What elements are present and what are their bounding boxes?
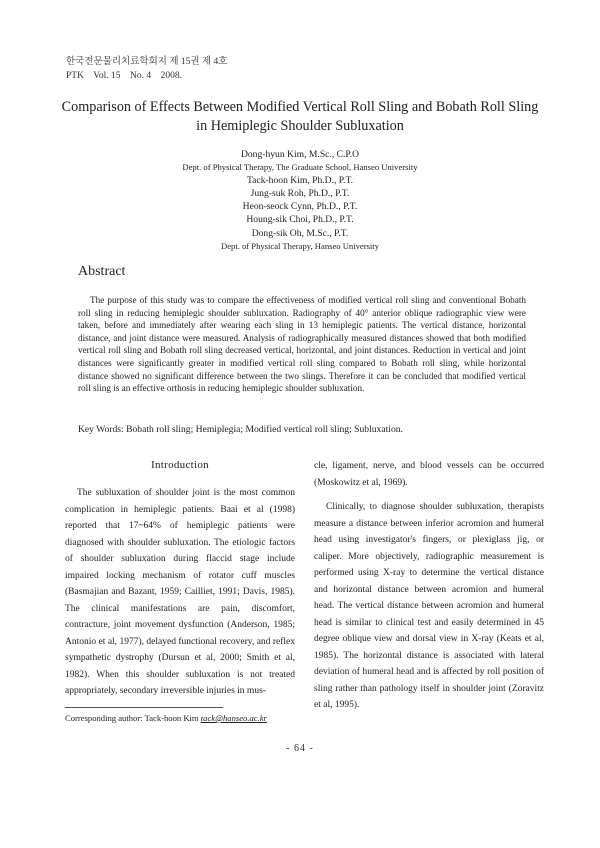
author-line: Heon-seock Cynn, Ph.D., P.T. [242, 201, 358, 213]
journal-volume-info: PTK Vol. 15 No. 4 2008. [66, 71, 183, 81]
abstract-body: The purpose of this study was to compare the effectiveness of modified vertical roll sling and conventional Bobath roll sling in reducing hemiplegic shoulder subluxation. Radiography of 40° anterior oblique radiographic view were taken, before and immediately after wearing each sling in 13 hemiplegic patients. The vertical distance, horizontal distance, and joint distance were measured. Analysis of radiographically measured distances showed that both modified vertical roll sling and Bobath roll sling decreased vertical, horizontal, and joint distances. Reduction in vertical and joint distances were significantly greater in modified vertical roll sling compared to Bobath roll sling, while horizontal distance showed no significant difference between the two slings. Therefore it can be concluded that modified vertical roll sling is an effective orthosis in reducing hemiplegic shoulder subluxation. [78, 295, 526, 394]
paragraph: The subluxation of shoulder joint is the most common complication in hemiplegic patients. Baai et al (1998) reported that 17~64% of hemiplegic patients were diagnosed with shoulder subluxation. The etiologic factors of shoulder subluxation during flaccid stage include impaired locking mechanism of rotator cuff muscles (Basmajian and Bazant, 1959; Cailliet, 1991; Davis, 1985). The clinical manifestations are pain, discomfort, contracture, joint movement dysfunction (Anderson, 1985; Antonio et al, 1977), delayed functional recovery, and reflex sympathetic dystrophy (Dursun et al, 2000; Smith et al, 1982). When this shoulder subluxation is not treated appropriately, secondary irreversible injuries in mus- [65, 488, 295, 696]
author-line: Tack-hoon Kim, Ph.D., P.T. [246, 175, 353, 187]
section-heading-introduction: Introduction [151, 459, 209, 471]
author-line: Jung-suk Roh, Ph.D., P.T. [250, 188, 350, 200]
abstract-heading: Abstract [78, 264, 126, 279]
page-number: - 64 - [286, 743, 314, 754]
paper-title-line1: Comparison of Effects Between Modified Vertical Roll Sling and Bobath Roll Sling [61, 99, 539, 115]
corresponding-email-link[interactable]: tack@hanseo.ac.kr [200, 713, 267, 723]
author-line: Dong-sik Oh, M.Sc., P.T. [251, 227, 349, 239]
column-right [314, 458, 544, 714]
journal-header [66, 55, 227, 83]
footnote-divider [65, 707, 223, 708]
footnote-text: Corresponding author: Tack-hoon Kim [65, 713, 201, 723]
author-affiliation: Dept. of Physical Therapy, The Graduate School, Hanseo University [182, 162, 418, 173]
paper-title [40, 98, 560, 136]
paper-title-line2: in Hemiplegic Shoulder Subluxation [196, 118, 404, 134]
paragraph: Clinically, to diagnose shoulder subluxation, therapists measure a distance between inferior acromion and humeral head using investigator's fingers, or plexiglass jig, or caliper. More objectively, radiographic measurement is performed using X-ray to determine the vertical distance and horizontal distance between acromion and humeral head. The vertical distance between acromion and humeral head is similar to clinical test and easily determined in 45 degree oblique view and dorsal view in X-ray (Keats et al, 1985). The horizontal distance is associated with lateral deviation of humeral head and is affected by roll position of sling rather than pathology itself in shoulder joint (Zoravitz et al, 1995). [314, 502, 544, 710]
author-list [40, 148, 560, 253]
author-line: Dong-hyun Kim, M.Sc., C.P.O [240, 149, 360, 160]
column-left [65, 485, 295, 700]
author-line: Houng-sik Choi, Ph.D., P.T. [246, 214, 354, 226]
journal-name-korean: 한국전문물리치료학회지 제 15권 제 4호 [66, 57, 228, 67]
footnote [65, 713, 267, 723]
paragraph: cle, ligament, nerve, and blood vessels can be occurred (Moskowitz et al, 1969). [314, 461, 544, 488]
author-affiliation: Dept. of Physical Therapy, Hanseo University [221, 240, 379, 251]
keywords: Key Words: Bobath roll sling; Hemiplegia; Modified vertical roll sling; Subluxation. [78, 424, 403, 435]
